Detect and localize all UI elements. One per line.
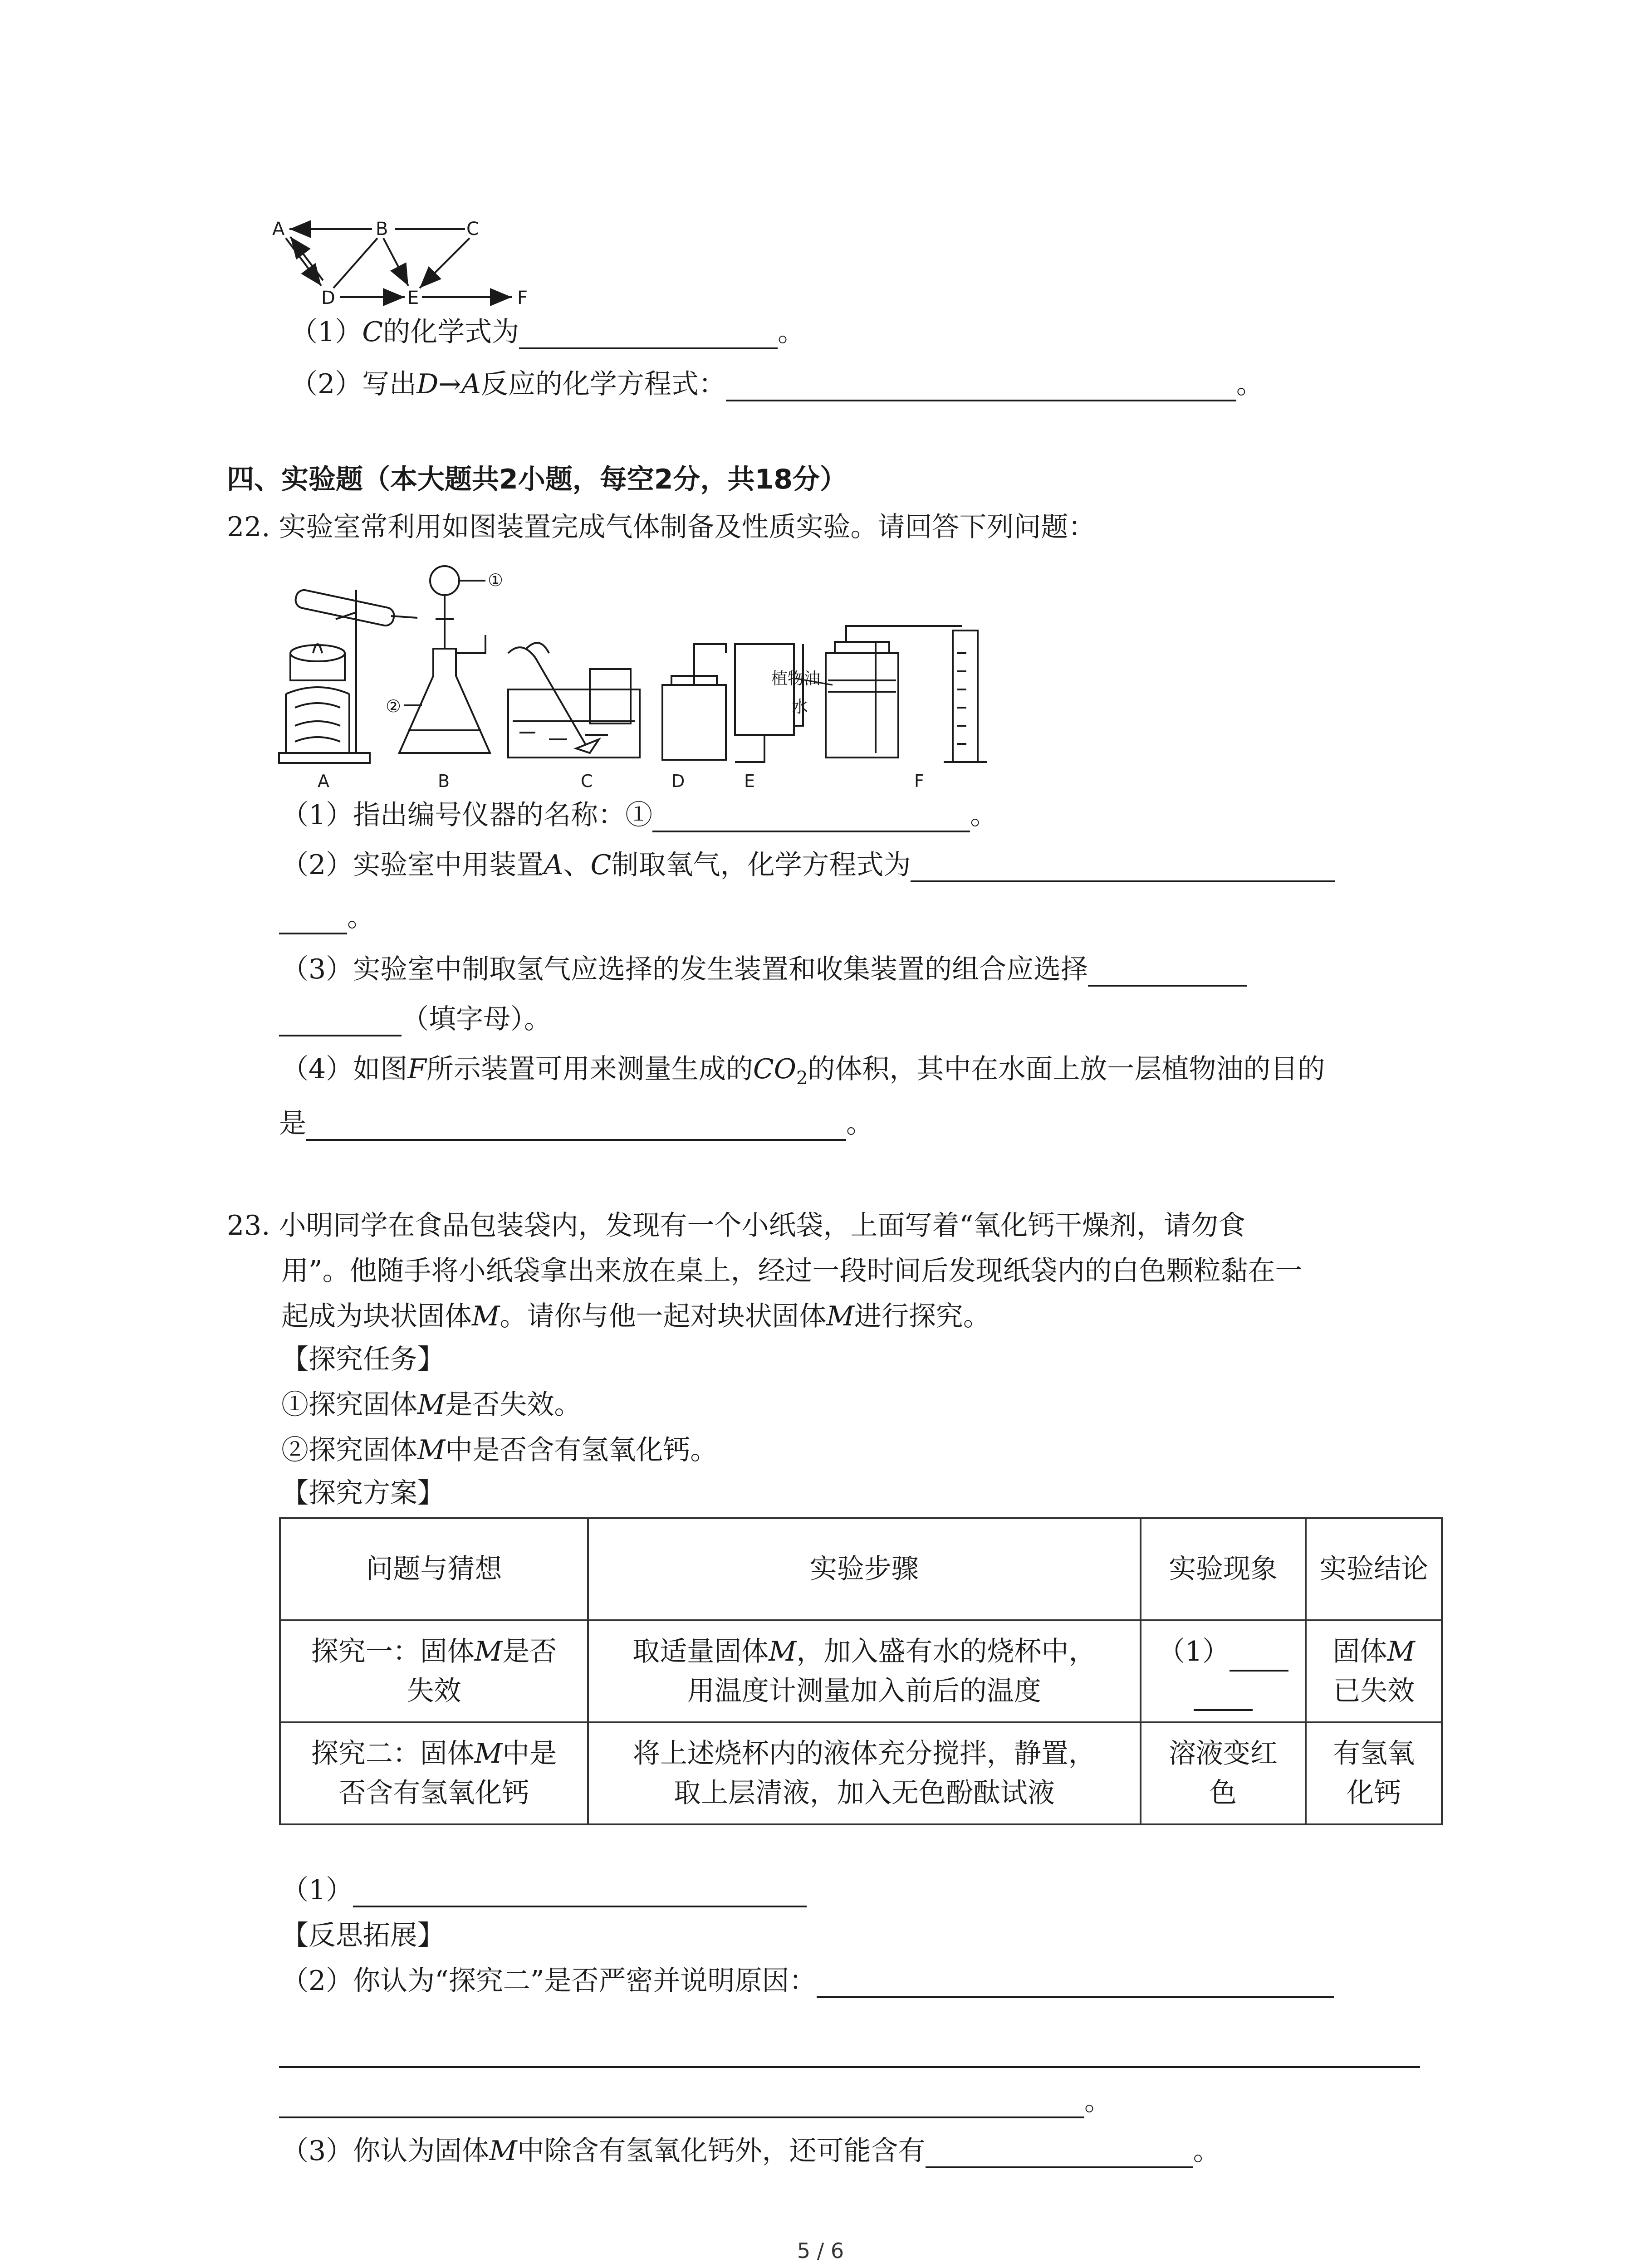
apparatus-f (794, 626, 987, 762)
reflect-header: 【反思拓展】 (281, 1920, 445, 1951)
table-cell: 将上述烧杯内的液体充分搅拌，静置， 取上层清液，加入无色酚酞试液 (588, 1722, 1141, 1824)
table-cell: 固体M 已失效 (1306, 1620, 1442, 1722)
node-a: A (272, 219, 285, 240)
answer-blank[interactable] (652, 805, 970, 832)
q23-answer2-continued: 。 (279, 2084, 1112, 2118)
table-row (280, 1620, 1442, 1722)
reaction-diagram (272, 213, 563, 313)
q23-answer2: （2）你认为“探究二”是否严密并说明原因： (281, 1964, 1334, 1998)
arrow-b-to-e (383, 238, 408, 286)
q22-part4: （4）如图F所示装置可用来测量生成的$CO_2$的体积，其中在水面上放一层植物油的目的 (281, 1053, 1325, 1089)
label-b: B (438, 771, 450, 789)
q22-part4-continued: 是 。 (279, 1107, 873, 1141)
marker-1: ① (488, 570, 504, 590)
node-d: D (321, 288, 335, 308)
apparatus-d (662, 644, 726, 760)
task-2: ②探究固体M中是否含有氢氧化钙。 (281, 1434, 718, 1466)
table-row (280, 1722, 1442, 1824)
task-1: ①探究固体M是否失效。 (281, 1389, 582, 1421)
arrow-c-to-e (420, 238, 470, 288)
table-cell: 取适量固体M，加入盛有水的烧杯中， 用温度计测量加入前后的温度 (588, 1620, 1141, 1722)
answer-blank[interactable] (279, 1009, 402, 1036)
q22-part3: （3）实验室中制取氢气应选择的发生装置和收集装置的组合应选择 (281, 953, 1247, 987)
node-f: F (517, 288, 528, 308)
apparatus-c (508, 643, 640, 758)
q23-stem-line2: 用”。他随手将小纸袋拿出来放在桌上，经过一段时间后发现纸袋内的白色颗粒黏在一 (281, 1255, 1303, 1287)
page-number: 5 / 6 (797, 2239, 844, 2263)
q22-stem: 22. 实验室常利用如图装置完成气体制备及性质实验。请回答下列问题： (227, 511, 1096, 543)
q22-part1: （1）指出编号仪器的名称：① 。 (281, 798, 997, 832)
arrow-d-to-a (290, 237, 323, 280)
node-e: E (407, 288, 419, 308)
answer-blank[interactable] (911, 855, 1335, 882)
answer-blank[interactable] (1230, 1647, 1288, 1672)
water-label: 水 (792, 698, 808, 716)
node-c: C (466, 219, 479, 240)
line-b-d (333, 238, 377, 288)
table-header: 问题与猜想 (280, 1518, 588, 1620)
q21-part2: （2）写出D→A反应的化学方程式： 。 (290, 367, 1264, 401)
table-header: 实验现象 (1141, 1518, 1306, 1620)
label-c: C (581, 771, 593, 789)
apparatus-a (279, 589, 417, 763)
table-header: 实验步骤 (588, 1518, 1141, 1620)
experiment-table (279, 1517, 1443, 1825)
q21-part1: （1）C的化学式为 。 (290, 315, 805, 349)
label-a: A (318, 771, 329, 789)
q23-stem-line3: 起成为块状固体M。请你与他一起对块状固体M进行探究。 (281, 1300, 990, 1332)
table-cell: 溶液变红 色 (1141, 1722, 1306, 1824)
answer-blank[interactable] (1194, 1686, 1253, 1711)
q22-part2-continued: 。 (279, 900, 374, 934)
apparatus-b (399, 566, 490, 753)
arrow-a-to-d (286, 238, 321, 286)
q22-part3-continued: （填字母）。 (279, 1002, 551, 1036)
answer-blank[interactable] (519, 322, 778, 349)
plan-header: 【探究方案】 (281, 1477, 445, 1509)
answer-blank[interactable] (926, 2141, 1193, 2168)
node-b: B (376, 219, 388, 240)
table-header: 实验结论 (1306, 1518, 1442, 1620)
section-title: 四、实验题（本大题共2小题，每空2分，共18分） (227, 464, 847, 495)
q22-part2: （2）实验室中用装置A、C制取氧气，化学方程式为 (281, 848, 1335, 882)
answer-blank[interactable] (353, 1880, 807, 1907)
answer-line[interactable] (279, 2066, 1420, 2068)
label-e: E (744, 771, 755, 789)
label-f: F (914, 771, 924, 789)
table-cell: 探究二：固体M中是 否含有氢氧化钙 (280, 1722, 588, 1824)
q23-answer1: （1） (281, 1873, 807, 1907)
table-cell: （1） (1141, 1620, 1306, 1722)
q23-stem-line1: 23. 小明同学在食品包装袋内，发现有一个小纸袋，上面写着“氧化钙干燥剂，请勿食 (227, 1210, 1246, 1242)
table-cell: 有氢氧 化钙 (1306, 1722, 1442, 1824)
apparatus-figure (272, 562, 1016, 789)
oil-label: 植物油 (771, 670, 821, 688)
table-cell: 探究一：固体M是否 失效 (280, 1620, 588, 1722)
label-d: D (671, 771, 685, 789)
answer-blank[interactable] (1088, 959, 1247, 987)
answer-blank[interactable] (306, 1114, 846, 1141)
answer-blank[interactable] (726, 374, 1236, 401)
answer-blank[interactable] (279, 2091, 1084, 2118)
answer-blank[interactable] (817, 1971, 1334, 1998)
task-header: 【探究任务】 (281, 1344, 445, 1375)
answer-blank[interactable] (279, 907, 347, 934)
marker-2: ② (386, 696, 402, 716)
q23-answer3: （3）你认为固体M中除含有氢氧化钙外，还可能含有 。 (281, 2134, 1220, 2168)
table-header-row (280, 1518, 1442, 1620)
